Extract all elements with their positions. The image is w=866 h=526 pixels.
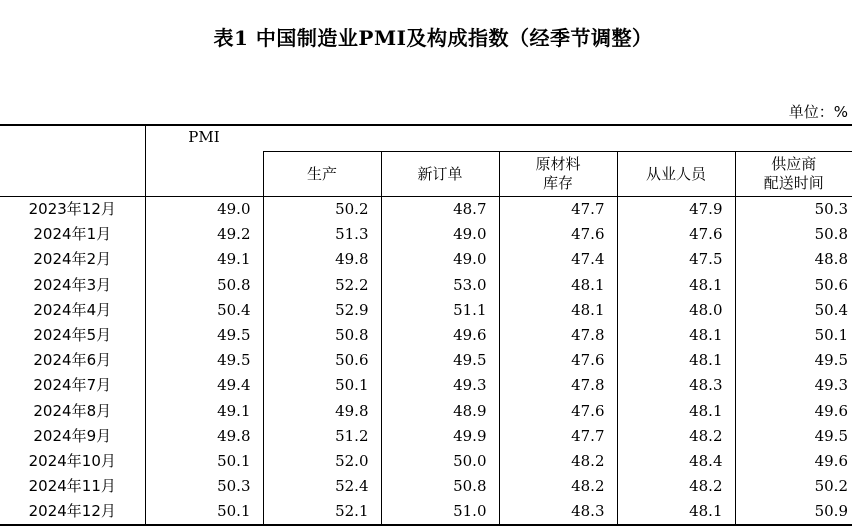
table-row [0, 197, 852, 223]
cell-supplier: 49.6 [814, 451, 848, 470]
cell-raw-material: 47.7 [499, 424, 617, 449]
table-row [0, 449, 852, 474]
cell-pmi: 49.8 [145, 424, 263, 449]
cell-employees: 48.4 [617, 449, 735, 474]
cell-raw-material: 48.2 [499, 474, 617, 499]
cell-employees: 48.0 [617, 298, 735, 323]
cell-supplier: 50.1 [814, 326, 848, 345]
cell-production: 51.3 [263, 222, 381, 247]
cell-production: 52.0 [263, 449, 381, 474]
table-body [0, 197, 852, 526]
row-month-cell: 2024年11月 [0, 474, 145, 499]
cell-pmi: 50.4 [145, 298, 263, 323]
table-row [0, 348, 852, 373]
row-month-cell: 2024年6月 [0, 348, 145, 373]
cell-new-orders: 48.9 [381, 399, 499, 424]
row-month-cell: 2024年12月 [0, 499, 145, 525]
cell-supplier: 50.9 [814, 502, 848, 521]
cell-production: 50.6 [263, 348, 381, 373]
cell-pmi: 49.2 [145, 222, 263, 247]
cell-raw-material: 48.3 [499, 499, 617, 525]
pmi-table [0, 124, 852, 526]
cell-pmi: 49.5 [145, 348, 263, 373]
cell-employees: 48.1 [617, 399, 735, 424]
header-pmi: PMI [188, 128, 220, 146]
table-row [0, 373, 852, 398]
cell-new-orders: 49.6 [381, 323, 499, 348]
cell-employees: 48.1 [617, 499, 735, 525]
cell-pmi: 50.3 [145, 474, 263, 499]
cell-pmi: 49.1 [145, 247, 263, 272]
table-row [0, 424, 852, 449]
cell-employees: 48.2 [617, 424, 735, 449]
cell-new-orders: 50.8 [381, 474, 499, 499]
cell-supplier: 49.5 [814, 426, 848, 445]
cell-pmi: 49.0 [145, 197, 263, 223]
table-row [0, 399, 852, 424]
cell-employees: 47.9 [617, 197, 735, 223]
header-spacer [263, 125, 852, 152]
cell-production: 50.1 [263, 373, 381, 398]
cell-raw-material: 48.1 [499, 273, 617, 298]
row-month-cell: 2024年10月 [0, 449, 145, 474]
cell-employees: 48.1 [617, 273, 735, 298]
table-row [0, 247, 852, 272]
header-supplier-line1: 供应商 [771, 155, 817, 173]
cell-production: 52.1 [263, 499, 381, 525]
header-employees: 从业人员 [617, 152, 735, 197]
row-month-cell: 2023年12月 [0, 197, 145, 223]
row-month-cell: 2024年1月 [0, 222, 145, 247]
table-row [0, 222, 852, 247]
cell-raw-material: 48.2 [499, 449, 617, 474]
cell-supplier: 49.6 [814, 401, 848, 420]
cell-new-orders: 49.5 [381, 348, 499, 373]
header-month-blank [0, 125, 145, 197]
cell-employees: 48.1 [617, 348, 735, 373]
cell-new-orders: 49.0 [381, 247, 499, 272]
cell-new-orders: 51.0 [381, 499, 499, 525]
row-month-cell: 2024年2月 [0, 247, 145, 272]
table-row [0, 499, 852, 525]
cell-raw-material: 47.8 [499, 323, 617, 348]
cell-raw-material: 47.8 [499, 373, 617, 398]
header-production: 生产 [263, 152, 381, 197]
cell-raw-material: 47.6 [499, 348, 617, 373]
cell-raw-material: 47.4 [499, 247, 617, 272]
cell-raw-material: 47.6 [499, 222, 617, 247]
cell-new-orders: 53.0 [381, 273, 499, 298]
row-month-cell: 2024年3月 [0, 273, 145, 298]
table-row [0, 298, 852, 323]
cell-pmi: 50.1 [145, 449, 263, 474]
cell-production: 50.8 [263, 323, 381, 348]
cell-production: 52.4 [263, 474, 381, 499]
cell-employees: 48.2 [617, 474, 735, 499]
cell-supplier: 50.2 [814, 477, 848, 496]
cell-pmi: 50.1 [145, 499, 263, 525]
cell-employees: 48.1 [617, 323, 735, 348]
cell-raw-material: 48.1 [499, 298, 617, 323]
table-title: 表1 中国制造业PMI及构成指数（经季节调整） [213, 26, 653, 50]
cell-pmi: 49.1 [145, 399, 263, 424]
table-row [0, 273, 852, 298]
cell-pmi: 50.8 [145, 273, 263, 298]
row-month-cell: 2024年5月 [0, 323, 145, 348]
cell-employees: 47.5 [617, 247, 735, 272]
cell-raw-material: 47.6 [499, 399, 617, 424]
cell-supplier: 50.4 [814, 300, 848, 319]
cell-new-orders: 50.0 [381, 449, 499, 474]
table-row [0, 474, 852, 499]
table-row [0, 323, 852, 348]
cell-new-orders: 51.1 [381, 298, 499, 323]
cell-supplier: 49.3 [814, 376, 848, 395]
cell-pmi: 49.5 [145, 323, 263, 348]
cell-supplier: 50.8 [814, 225, 848, 244]
header-new-orders: 新订单 [381, 152, 499, 197]
row-month-cell: 2024年9月 [0, 424, 145, 449]
cell-supplier: 50.6 [814, 275, 848, 294]
cell-production: 52.9 [263, 298, 381, 323]
cell-supplier: 50.3 [735, 197, 852, 223]
cell-production: 52.2 [263, 273, 381, 298]
header-raw-material-line1: 原材料 [535, 155, 581, 173]
cell-new-orders: 49.9 [381, 424, 499, 449]
header-supplier-delivery [735, 152, 852, 197]
unit-label: 单位：% [788, 103, 848, 121]
cell-new-orders: 48.7 [381, 197, 499, 223]
header-raw-material-line2: 库存 [542, 174, 573, 192]
row-month-cell: 2024年4月 [0, 298, 145, 323]
row-month-cell: 2024年8月 [0, 399, 145, 424]
cell-supplier: 48.8 [814, 250, 848, 269]
header-supplier-line2: 配送时间 [763, 174, 824, 192]
cell-supplier: 49.5 [814, 351, 848, 370]
row-month-cell: 2024年7月 [0, 373, 145, 398]
cell-production: 51.2 [263, 424, 381, 449]
cell-pmi: 49.4 [145, 373, 263, 398]
cell-new-orders: 49.0 [381, 222, 499, 247]
cell-production: 50.2 [263, 197, 381, 223]
cell-raw-material: 47.7 [499, 197, 617, 223]
cell-production: 49.8 [263, 399, 381, 424]
cell-employees: 47.6 [617, 222, 735, 247]
cell-production: 49.8 [263, 247, 381, 272]
header-raw-material-inventory [499, 152, 617, 197]
cell-new-orders: 49.3 [381, 373, 499, 398]
cell-employees: 48.3 [617, 373, 735, 398]
